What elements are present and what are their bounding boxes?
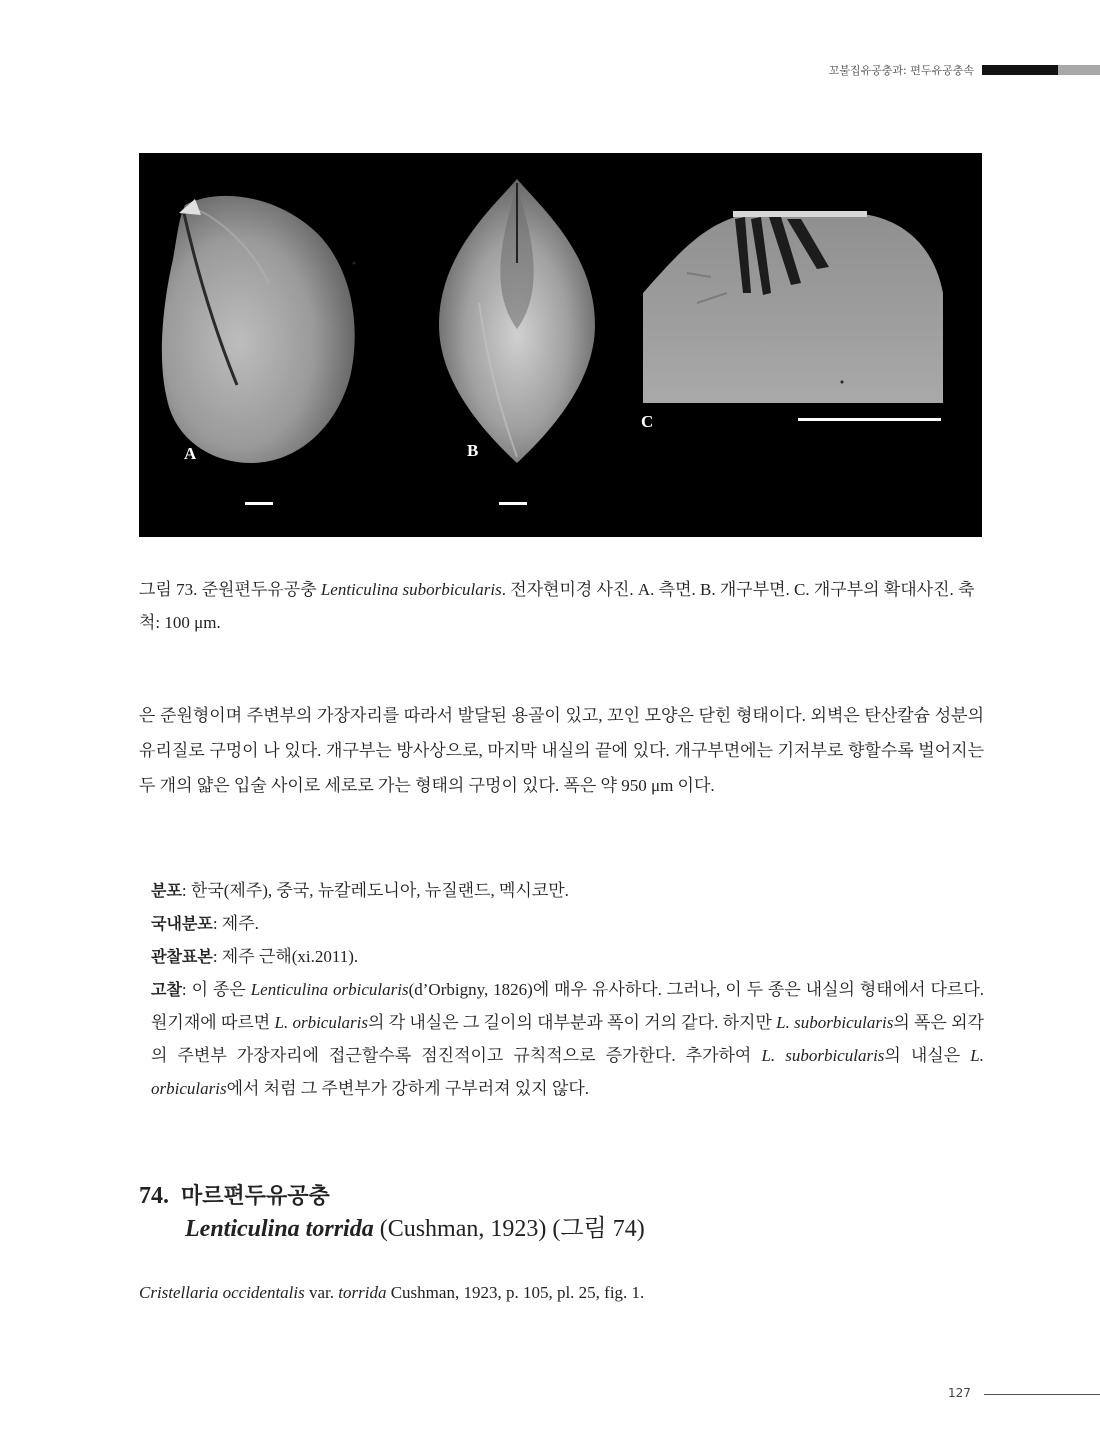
header-bar-dark bbox=[982, 65, 1058, 75]
scientific-name: Lenticulina torrida bbox=[185, 1216, 374, 1242]
sem-figure-art bbox=[139, 153, 982, 537]
discussion-text: 의 각 내실은 그 길이의 대부분과 폭이 거의 같다. 하지만 bbox=[368, 1013, 777, 1032]
species-number: 74. bbox=[139, 1183, 169, 1209]
panel-label-c: C bbox=[641, 412, 654, 431]
discussion-text: 에서 처럼 그 주변부가 강하게 구부러져 있지 않다. bbox=[226, 1079, 590, 1098]
species-author: (Cushman, 1923) (그림 74) bbox=[373, 1216, 645, 1242]
distribution-label: 분포 bbox=[151, 881, 182, 900]
specimen-text: : 제주 근해(xi.2011). bbox=[212, 947, 359, 966]
synonymy-line bbox=[139, 1280, 644, 1306]
synonym-variety: torrida bbox=[338, 1283, 387, 1302]
domestic-text: : 제주. bbox=[212, 914, 259, 933]
page-number: 127 bbox=[948, 1386, 971, 1400]
discussion-species: L. suborbicularis bbox=[761, 1046, 885, 1065]
discussion-text: 의 내실은 bbox=[884, 1046, 971, 1065]
discussion-label: 고찰 bbox=[151, 980, 182, 999]
discussion-text: : 이 종은 bbox=[181, 980, 251, 999]
synonym-var: var. bbox=[304, 1283, 339, 1302]
distribution-line bbox=[139, 874, 984, 907]
figure-caption bbox=[139, 573, 984, 639]
scale-bar-a bbox=[245, 502, 273, 505]
specimen-c-aperture-closeup bbox=[643, 211, 943, 403]
discussion-text: 의 폭은 외각의 주변부 가장자리에 접근할수록 점진적이고 규칙적으로 증가한다. 추가하여 bbox=[151, 1013, 984, 1065]
synonym-genus-species: Cristellaria occidentalis bbox=[139, 1283, 305, 1302]
header-bar-gray bbox=[1058, 65, 1100, 75]
panel-label-a: A bbox=[184, 444, 197, 463]
specimen-line bbox=[139, 940, 984, 973]
synonym-citation: Cushman, 1923, p. 105, pl. 25, fig. 1. bbox=[386, 1283, 645, 1302]
specimen-a-side-view bbox=[162, 196, 356, 463]
distribution-text: : 한국(제주), 중국, 뉴칼레도니아, 뉴질랜드, 멕시코만. bbox=[181, 881, 569, 900]
species-heading-line1 bbox=[139, 1180, 645, 1213]
discussion-species: Lenticulina orbicularis bbox=[250, 980, 409, 999]
caption-prefix: 그림 73. 준원편두유공충 bbox=[139, 580, 321, 599]
sem-figure bbox=[139, 153, 982, 537]
running-title: 꼬불집유공충과: 편두유공충속 bbox=[828, 64, 974, 77]
discussion-species: L. orbicularis bbox=[274, 1013, 369, 1032]
species-heading bbox=[139, 1180, 645, 1246]
discussion-species: L. suborbicularis bbox=[776, 1013, 894, 1032]
species-notes bbox=[139, 874, 984, 1105]
discussion-species: L. orbicularis bbox=[151, 1046, 984, 1098]
specimen-b-apertural-view bbox=[439, 179, 595, 463]
domestic-distribution-line bbox=[139, 907, 984, 940]
scale-bar-c bbox=[798, 418, 941, 421]
specimen-label: 관찰표본 bbox=[151, 947, 213, 966]
scale-bar-b bbox=[499, 502, 527, 505]
running-header bbox=[829, 62, 1100, 78]
discussion-text: (d’Orbigny, 1826)에 매우 유사하다. 그러나, 이 두 종은 내실의 형태에서 다르다. 원기재에 따르면 bbox=[151, 980, 984, 1032]
domestic-label: 국내분포 bbox=[151, 914, 213, 933]
panel-label-b: B bbox=[467, 441, 479, 460]
korean-name: 마르편두유공충 bbox=[181, 1184, 330, 1209]
footer-rule bbox=[984, 1394, 1100, 1395]
discussion-paragraph bbox=[139, 973, 984, 1105]
caption-suffix: . 전자현미경 사진. A. 측면. B. 개구부면. C. 개구부의 확대사진. 축척: 100 μm. bbox=[139, 580, 975, 632]
species-heading-line2 bbox=[139, 1213, 645, 1246]
caption-species: Lenticulina suborbicularis bbox=[320, 580, 502, 599]
description-paragraph: 은 준원형이며 주변부의 가장자리를 따라서 발달된 용골이 있고, 꼬인 모양은 닫힌 형태이다. 외벽은 탄산칼슘 성분의 유리질로 구멍이 나 있다. 개구부는 방사상으로, 마지막 내실의 끝에 있다. 개구부면에는 기저부로 향할수록 벌어지는 두 개의 얇은 입술 사이로 세로로 가는 형태의 구멍이 있다. 폭은 약 950 μm 이다. bbox=[139, 706, 984, 795]
